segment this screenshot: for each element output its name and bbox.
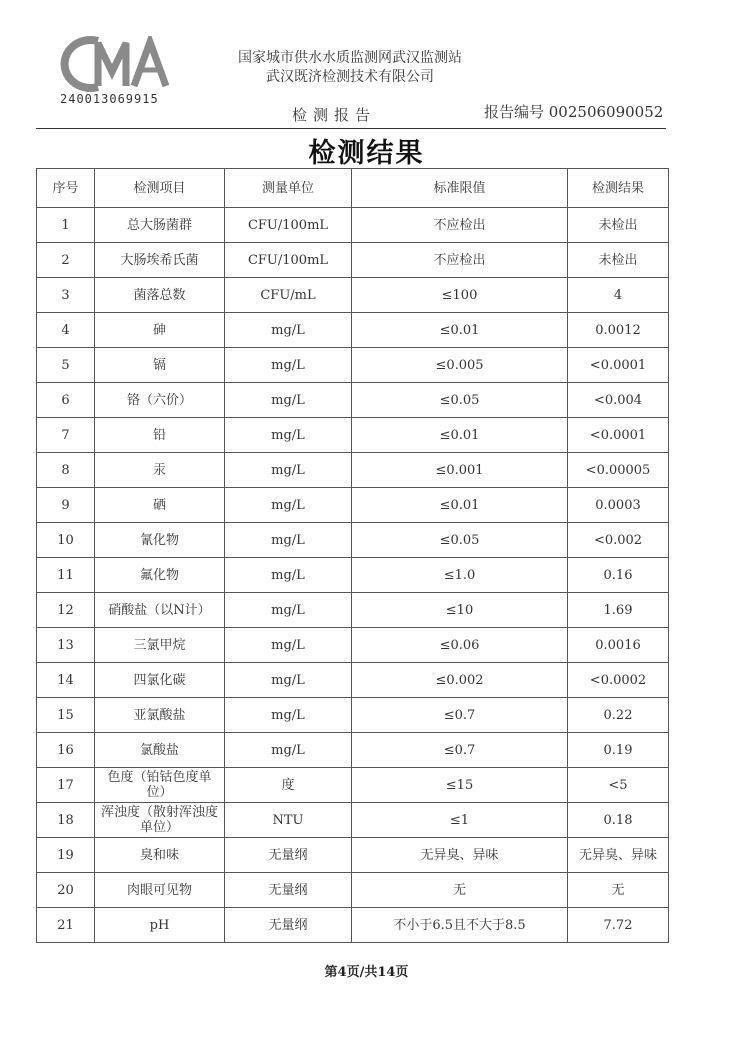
- table-row: [37, 383, 669, 418]
- cell-item: 氟化物: [95, 558, 225, 593]
- table-row: [37, 733, 669, 768]
- cell-unit: 无量纲: [225, 838, 352, 873]
- cell-result: 未检出: [568, 243, 669, 278]
- table-row: [37, 348, 669, 383]
- cell-no: 20: [37, 873, 95, 908]
- table-header-row: [37, 169, 669, 208]
- header-divider: [36, 128, 666, 129]
- table-row: [37, 523, 669, 558]
- cell-limit: ≤1: [352, 803, 568, 838]
- cell-result: 0.0003: [568, 488, 669, 523]
- cell-item: 菌落总数: [95, 278, 225, 313]
- cell-unit: mg/L: [225, 663, 352, 698]
- table-row: [37, 768, 669, 803]
- cell-result: <0.004: [568, 383, 669, 418]
- cell-result: <0.0001: [568, 418, 669, 453]
- cell-unit: mg/L: [225, 558, 352, 593]
- cell-no: 8: [37, 453, 95, 488]
- table-row: [37, 873, 669, 908]
- cell-no: 18: [37, 803, 95, 838]
- cell-no: 16: [37, 733, 95, 768]
- cell-item: 氯酸盐: [95, 733, 225, 768]
- org-name-line1: 国家城市供水水质监测网武汉监测站: [238, 50, 462, 66]
- certificate-number: 240013069915: [60, 92, 159, 106]
- cell-limit: 不应检出: [352, 243, 568, 278]
- cell-unit: CFU/100mL: [225, 243, 352, 278]
- cell-no: 1: [37, 208, 95, 243]
- cell-no: 6: [37, 383, 95, 418]
- report-number: 报告编号 002506090052: [484, 103, 664, 121]
- cell-result: 未检出: [568, 208, 669, 243]
- cell-unit: mg/L: [225, 348, 352, 383]
- cell-result: <5: [568, 768, 669, 803]
- header-unit: 测量单位: [225, 169, 352, 208]
- cell-item: 大肠埃希氏菌: [95, 243, 225, 278]
- cell-no: 9: [37, 488, 95, 523]
- cell-unit: mg/L: [225, 698, 352, 733]
- cell-item: 浑浊度（散射浑浊度单位）: [95, 803, 225, 838]
- cell-limit: ≤0.06: [352, 628, 568, 663]
- cell-result: <0.0001: [568, 348, 669, 383]
- cell-item: 色度（铂钴色度单位）: [95, 768, 225, 803]
- cell-no: 2: [37, 243, 95, 278]
- cell-item: 硒: [95, 488, 225, 523]
- cell-result: 0.0012: [568, 313, 669, 348]
- results-table: [36, 168, 669, 943]
- table-row: [37, 803, 669, 838]
- cell-no: 10: [37, 523, 95, 558]
- cell-limit: ≤0.01: [352, 418, 568, 453]
- cell-limit: 无: [352, 873, 568, 908]
- cell-result: 0.18: [568, 803, 669, 838]
- cell-limit: ≤15: [352, 768, 568, 803]
- table-row: [37, 418, 669, 453]
- cell-item: 铬（六价）: [95, 383, 225, 418]
- document-type: 检测报告: [292, 106, 377, 124]
- cell-unit: CFU/mL: [225, 278, 352, 313]
- cell-no: 3: [37, 278, 95, 313]
- cell-result: <0.00005: [568, 453, 669, 488]
- cell-unit: NTU: [225, 803, 352, 838]
- cell-result: <0.002: [568, 523, 669, 558]
- cell-unit: mg/L: [225, 383, 352, 418]
- cell-item: 硝酸盐（以N计）: [95, 593, 225, 628]
- header-result: 检测结果: [568, 169, 669, 208]
- cell-result: 1.69: [568, 593, 669, 628]
- page-title: 检测结果: [308, 138, 425, 169]
- cell-item: 镉: [95, 348, 225, 383]
- cell-limit: ≤0.7: [352, 698, 568, 733]
- cell-no: 11: [37, 558, 95, 593]
- table-row: [37, 663, 669, 698]
- cell-limit: ≤0.7: [352, 733, 568, 768]
- cell-limit: ≤0.005: [352, 348, 568, 383]
- cell-result: 0.0016: [568, 628, 669, 663]
- cell-no: 14: [37, 663, 95, 698]
- cell-item: 四氯化碳: [95, 663, 225, 698]
- cell-unit: mg/L: [225, 733, 352, 768]
- cell-result: <0.0002: [568, 663, 669, 698]
- cell-limit: ≤0.01: [352, 313, 568, 348]
- header-item: 检测项目: [95, 169, 225, 208]
- cell-no: 19: [37, 838, 95, 873]
- header-no: 序号: [37, 169, 95, 208]
- table-row: [37, 908, 669, 943]
- cell-result: 7.72: [568, 908, 669, 943]
- cell-limit: ≤0.01: [352, 488, 568, 523]
- cell-result: 0.19: [568, 733, 669, 768]
- cell-unit: 无量纲: [225, 908, 352, 943]
- table-row: [37, 838, 669, 873]
- cell-item: 铅: [95, 418, 225, 453]
- cell-unit: mg/L: [225, 488, 352, 523]
- header-limit: 标准限值: [352, 169, 568, 208]
- cell-item: 氰化物: [95, 523, 225, 558]
- cell-no: 12: [37, 593, 95, 628]
- cell-item: 臭和味: [95, 838, 225, 873]
- cell-limit: 不应检出: [352, 208, 568, 243]
- page-number: 第4页/共14页: [324, 965, 409, 980]
- cell-unit: mg/L: [225, 313, 352, 348]
- cell-limit: 无异臭、异味: [352, 838, 568, 873]
- table-body: [37, 208, 669, 943]
- cell-limit: ≤0.002: [352, 663, 568, 698]
- cell-item: 肉眼可见物: [95, 873, 225, 908]
- cell-unit: 无量纲: [225, 873, 352, 908]
- cell-unit: mg/L: [225, 418, 352, 453]
- cell-limit: 不小于6.5且不大于8.5: [352, 908, 568, 943]
- org-name-line2: 武汉既济检测技术有限公司: [266, 69, 434, 85]
- cell-no: 7: [37, 418, 95, 453]
- table-row: [37, 313, 669, 348]
- cell-item: pH: [95, 908, 225, 943]
- cell-limit: ≤100: [352, 278, 568, 313]
- table-row: [37, 208, 669, 243]
- cell-limit: ≤0.05: [352, 383, 568, 418]
- cell-limit: ≤10: [352, 593, 568, 628]
- cell-item: 亚氯酸盐: [95, 698, 225, 733]
- table-row: [37, 698, 669, 733]
- table-row: [37, 628, 669, 663]
- table-row: [37, 593, 669, 628]
- cell-result: 无: [568, 873, 669, 908]
- cell-limit: ≤1.0: [352, 558, 568, 593]
- cell-no: 4: [37, 313, 95, 348]
- cell-no: 13: [37, 628, 95, 663]
- table-row: [37, 558, 669, 593]
- cell-unit: CFU/100mL: [225, 208, 352, 243]
- cell-result: 0.22: [568, 698, 669, 733]
- table-row: [37, 488, 669, 523]
- cell-unit: mg/L: [225, 523, 352, 558]
- table-row: [37, 453, 669, 488]
- table-row: [37, 278, 669, 313]
- cell-limit: ≤0.001: [352, 453, 568, 488]
- cell-result: 0.16: [568, 558, 669, 593]
- cell-result: 4: [568, 278, 669, 313]
- cell-unit: mg/L: [225, 453, 352, 488]
- cell-no: 21: [37, 908, 95, 943]
- cell-item: 汞: [95, 453, 225, 488]
- cell-no: 17: [37, 768, 95, 803]
- cell-item: 总大肠菌群: [95, 208, 225, 243]
- cma-logo-graphic: [58, 36, 176, 92]
- cell-unit: 度: [225, 768, 352, 803]
- cell-no: 15: [37, 698, 95, 733]
- cell-item: 砷: [95, 313, 225, 348]
- cell-no: 5: [37, 348, 95, 383]
- table-row: [37, 243, 669, 278]
- cell-result: 无异臭、异味: [568, 838, 669, 873]
- cell-unit: mg/L: [225, 628, 352, 663]
- cell-limit: ≤0.05: [352, 523, 568, 558]
- cell-item: 三氯甲烷: [95, 628, 225, 663]
- cell-unit: mg/L: [225, 593, 352, 628]
